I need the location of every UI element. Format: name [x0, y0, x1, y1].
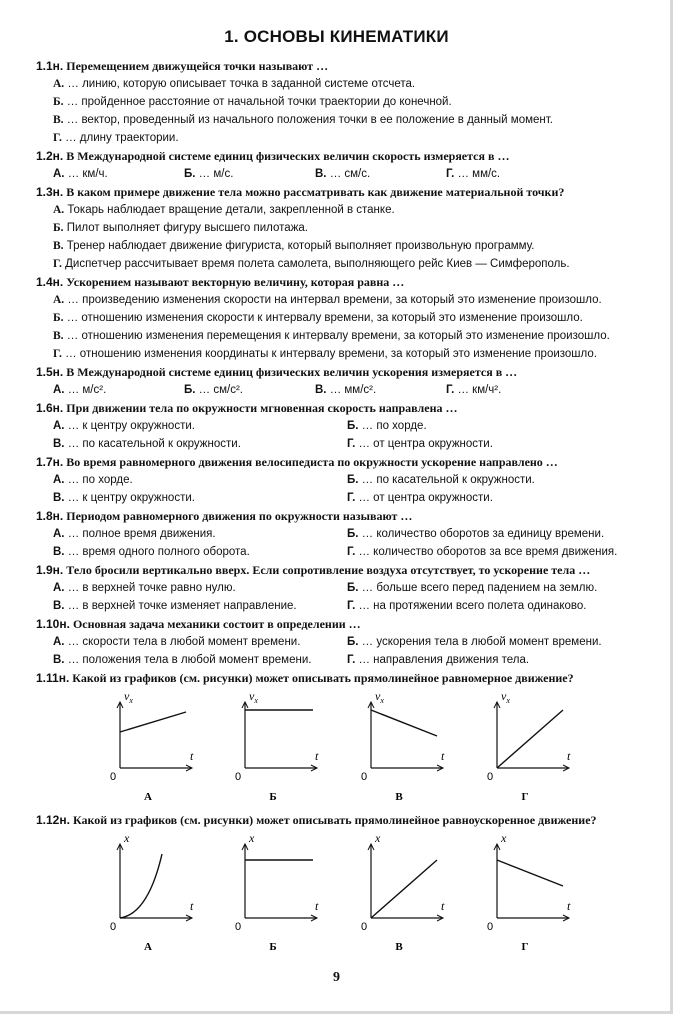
- origin-label: 0: [361, 771, 368, 783]
- answer-text: … по касательной к окружности.: [361, 474, 535, 486]
- answer-option: [347, 598, 587, 616]
- answer-text: … направления движения тела.: [358, 654, 530, 666]
- answer-letter: Г.: [53, 348, 62, 360]
- question-number: 1.4н.: [36, 275, 64, 289]
- origin-label: 0: [361, 921, 368, 933]
- answer-option: [53, 330, 610, 342]
- answer-row: [36, 238, 656, 256]
- answer-letter: А.: [53, 384, 65, 396]
- answer-text: … произведению изменения скорости на интервал времени, за который это изменение произошло.: [67, 294, 602, 306]
- answer-letter: Г.: [347, 546, 356, 558]
- answer-text: … ускорения тела в любой момент времени.: [361, 636, 602, 648]
- answer-option: [446, 382, 577, 400]
- question-number: 1.11н.: [36, 671, 70, 685]
- origin-label: 0: [235, 921, 242, 933]
- question-text: Основная задача механики состоит в определении …: [72, 617, 361, 631]
- answer-letter: А.: [53, 78, 65, 90]
- graph-label: А: [144, 941, 152, 953]
- answer-letter: Г.: [347, 600, 356, 612]
- answer-text: … больше всего перед падением на землю.: [361, 582, 598, 594]
- answer-letter: Б.: [347, 420, 359, 432]
- graph-label: Г: [521, 791, 529, 803]
- x-axis-label: t: [315, 749, 319, 763]
- answer-option: [53, 114, 553, 126]
- answer-text: … длину траектории.: [65, 132, 179, 144]
- question-number: 1.5н.: [36, 365, 64, 379]
- y-axis-label: $v_x$: [124, 689, 133, 705]
- answer-option: [53, 634, 347, 652]
- answer-letter: В.: [53, 654, 65, 666]
- question-text: При движении тела по окружности мгновенная скорость направлена …: [66, 401, 458, 415]
- answer-option: [347, 436, 493, 454]
- answer-letter: В.: [53, 438, 65, 450]
- answer-text: … по касательной к окружности.: [67, 438, 241, 450]
- answer-letter: Г.: [347, 438, 356, 450]
- origin-label: 0: [235, 771, 242, 783]
- answer-option: [53, 240, 534, 252]
- answer-letter: Б.: [53, 312, 64, 324]
- question-heading: [36, 274, 656, 292]
- question-number: 1.2н.: [36, 149, 64, 163]
- answer-option: [347, 544, 617, 562]
- answer-option: [53, 580, 347, 598]
- answer-letter: Б.: [53, 222, 64, 234]
- answer-letter: А.: [53, 204, 65, 216]
- page-number: 9: [333, 970, 340, 985]
- graph-label: В: [395, 791, 403, 803]
- origin-label: 0: [487, 771, 494, 783]
- x-axis-label: t: [190, 899, 194, 913]
- answer-text: … полное время движения.: [67, 528, 216, 540]
- answer-letter: Б.: [53, 96, 64, 108]
- graph-set: [36, 830, 656, 962]
- graph-label: В: [395, 941, 403, 953]
- answer-option: [53, 132, 179, 144]
- question-heading: [36, 670, 656, 688]
- y-axis-label: x: [249, 831, 255, 845]
- answer-row: [36, 76, 656, 94]
- answer-letter: Г.: [347, 654, 356, 666]
- graph-label: А: [144, 791, 152, 803]
- question-number: 1.8н.: [36, 509, 64, 523]
- question-text: Во время равномерного движения велосипедиста по окружности ускорение направлено …: [66, 455, 558, 469]
- answer-row: [36, 598, 656, 616]
- question-text: В Международной системе единиц физических величин ускорения измеряется в …: [66, 365, 518, 379]
- answer-text: … м/с².: [67, 384, 107, 396]
- question-text: Перемещением движущейся точки называют …: [66, 59, 329, 73]
- answer-option: [53, 418, 347, 436]
- subscript: x: [129, 696, 133, 705]
- x-axis-label: t: [190, 749, 194, 763]
- question-number: 1.9н.: [36, 563, 64, 577]
- graph-Б: [235, 689, 319, 803]
- graph-curve: [497, 860, 563, 886]
- answer-text: … мм/с.: [457, 168, 501, 180]
- answer-text: … от центра окружности.: [358, 492, 493, 504]
- answer-option: [53, 472, 347, 490]
- answer-option: [347, 580, 597, 598]
- answer-letter: А.: [53, 420, 65, 432]
- answer-option: [347, 472, 535, 490]
- y-axis-label: x: [124, 831, 130, 845]
- chapter-title: 1. ОСНОВЫ КИНЕМАТИКИ: [224, 27, 449, 46]
- answer-letter: Б.: [347, 636, 359, 648]
- answer-row: [36, 382, 656, 400]
- answer-letter: А.: [53, 168, 65, 180]
- graph-label: Б: [269, 941, 277, 953]
- answer-text: … отношению изменения скорости к интервалу времени, за который это изменение произошло.: [66, 312, 583, 324]
- answer-text: … мм/с².: [329, 384, 377, 396]
- answer-text: … см/с.: [329, 168, 371, 180]
- answer-text: … время одного полного оборота.: [67, 546, 250, 558]
- answer-text: Диспетчер рассчитывает время полета самолета, выполняющего рейс Киев — Симферополь.: [65, 258, 570, 270]
- answer-text: … линию, которую описывает точка в заданной системе отсчета.: [67, 78, 416, 90]
- question-heading: [36, 400, 656, 418]
- answer-option: [53, 348, 597, 360]
- question-heading: [36, 454, 656, 472]
- answer-letter: В.: [53, 546, 65, 558]
- answer-row: [36, 202, 656, 220]
- answer-text: … количество оборотов за все время движения.: [358, 546, 618, 558]
- answer-option: [53, 294, 602, 306]
- answer-option: [53, 652, 347, 670]
- answer-row: [36, 292, 656, 310]
- origin-label: 0: [487, 921, 494, 933]
- graph-curve: [120, 854, 162, 918]
- answer-row: [36, 418, 656, 436]
- graph-Г: [487, 831, 571, 953]
- answer-text: … отношению изменения координаты к интервалу времени, за который это изменение произошло.: [65, 348, 597, 360]
- origin-label: 0: [110, 771, 117, 783]
- answer-text: … к центру окружности.: [67, 420, 195, 432]
- question-text: Какой из графиков (см. рисунки) может описывать прямолинейное равномерное движение?: [72, 671, 574, 685]
- graph-А: [110, 689, 194, 803]
- answer-row: [36, 526, 656, 544]
- graph-Г: [487, 689, 571, 803]
- answer-row: [36, 220, 656, 238]
- graph-А: [110, 831, 194, 953]
- question-number: 1.12н.: [36, 813, 70, 827]
- answer-option: [347, 490, 493, 508]
- graph-Б: [235, 831, 319, 953]
- answer-row: [36, 166, 656, 184]
- answer-option: [53, 166, 184, 184]
- answer-text: … на протяжении всего полета одинаково.: [358, 600, 587, 612]
- answer-text: … м/с.: [198, 168, 234, 180]
- answer-option: [347, 634, 602, 652]
- answer-option: [53, 436, 347, 454]
- answer-letter: В.: [53, 114, 64, 126]
- answer-text: … к центру окружности.: [67, 492, 195, 504]
- answer-text: … пройденное расстояние от начальной точки траектории до конечной.: [66, 96, 452, 108]
- x-axis-label: t: [441, 749, 445, 763]
- answer-row: [36, 256, 656, 274]
- question-heading: [36, 616, 656, 634]
- answer-text: … отношению изменения перемещения к интервалу времени, за который это изменение произошло.: [66, 330, 610, 342]
- answer-option: [347, 418, 427, 436]
- answer-text: … км/ч.: [67, 168, 108, 180]
- answer-letter: Б.: [347, 528, 359, 540]
- graph-curve: [120, 712, 186, 732]
- x-axis-label: t: [315, 899, 319, 913]
- question-number: 1.3н.: [36, 185, 64, 199]
- question-number: 1.6н.: [36, 401, 64, 415]
- answer-text: … вектор, проведенный из начального положения точки в ее положение в данный момент.: [66, 114, 553, 126]
- graph-curve: [371, 860, 437, 918]
- y-axis-label: $v_x$: [375, 689, 384, 705]
- answer-option: [53, 96, 452, 108]
- answer-option: [315, 166, 446, 184]
- answer-option: [446, 166, 577, 184]
- answer-letter: Г.: [446, 168, 455, 180]
- x-axis-label: t: [567, 749, 571, 763]
- graph-set: [36, 688, 656, 812]
- answer-option: [53, 78, 415, 90]
- question-text: Ускорением называют векторную величину, которая равна …: [66, 275, 405, 289]
- answer-text: … в верхней точке равно нулю.: [67, 582, 236, 594]
- answer-row: [36, 490, 656, 508]
- answer-row: [36, 94, 656, 112]
- answer-option: [347, 526, 604, 544]
- answer-letter: Г.: [446, 384, 455, 396]
- answer-row: [36, 544, 656, 562]
- graph-label: Г: [521, 941, 529, 953]
- answer-letter: Б.: [184, 168, 196, 180]
- answer-text: Пилот выполняет фигуру высшего пилотажа.: [66, 222, 308, 234]
- answer-option: [347, 652, 529, 670]
- answer-letter: А.: [53, 294, 65, 306]
- answer-letter: В.: [53, 492, 65, 504]
- answer-letter: В.: [53, 240, 64, 252]
- answer-text: … по хорде.: [361, 420, 427, 432]
- question-text: В каком примере движение тела можно рассматривать как движение материальной точки?: [66, 185, 565, 199]
- answer-option: [53, 544, 347, 562]
- answer-option: [53, 598, 347, 616]
- graph-В: [361, 831, 445, 953]
- answer-row: [36, 328, 656, 346]
- question-text: Тело бросили вертикально вверх. Если сопротивление воздуха отсутствует, то ускорение тела …: [66, 563, 591, 577]
- question-heading: [36, 812, 656, 830]
- answer-letter: Г.: [347, 492, 356, 504]
- question-number: 1.7н.: [36, 455, 64, 469]
- question-heading: [36, 508, 656, 526]
- answer-text: … положения тела в любой момент времени.: [67, 654, 312, 666]
- graph-curve: [371, 710, 437, 736]
- answer-letter: А.: [53, 582, 65, 594]
- question-number: 1.10н.: [36, 617, 70, 631]
- answer-option: [53, 222, 308, 234]
- answer-letter: Г.: [53, 258, 62, 270]
- question-heading: [36, 184, 656, 202]
- answer-letter: Г.: [53, 132, 62, 144]
- graph-В: [361, 689, 445, 803]
- answer-row: [36, 310, 656, 328]
- answer-option: [53, 526, 347, 544]
- answer-text: Токарь наблюдает вращение детали, закрепленной в станке.: [67, 204, 395, 216]
- answer-row: [36, 436, 656, 454]
- answer-letter: Б.: [347, 474, 359, 486]
- question-number: 1.1н.: [36, 59, 64, 73]
- answer-letter: А.: [53, 636, 65, 648]
- graphs-svg: [36, 830, 656, 962]
- answer-text: … по хорде.: [67, 474, 133, 486]
- answer-letter: Б.: [347, 582, 359, 594]
- question-text: Какой из графиков (см. рисунки) может описывать прямолинейное равноускоренное движение?: [72, 813, 597, 827]
- answer-letter: В.: [53, 330, 64, 342]
- questions-list: [36, 58, 656, 962]
- answer-row: [36, 112, 656, 130]
- y-axis-label: x: [501, 831, 507, 845]
- answer-row: [36, 130, 656, 148]
- subscript: x: [380, 696, 384, 705]
- answer-text: … количество оборотов за единицу времени.: [361, 528, 605, 540]
- question-heading: [36, 148, 656, 166]
- y-axis-label: $v_x$: [249, 689, 258, 705]
- answer-row: [36, 634, 656, 652]
- answer-text: Тренер наблюдает движение фигуриста, который выполняет произвольную программу.: [66, 240, 535, 252]
- origin-label: 0: [110, 921, 117, 933]
- answer-letter: Б.: [184, 384, 196, 396]
- answer-option: [53, 312, 583, 324]
- question-text: Периодом равномерного движения по окружности называют …: [66, 509, 413, 523]
- answer-letter: А.: [53, 528, 65, 540]
- graphs-svg: [36, 688, 656, 812]
- subscript: x: [254, 696, 258, 705]
- graph-label: Б: [269, 791, 277, 803]
- answer-text: … скорости тела в любой момент времени.: [67, 636, 301, 648]
- x-axis-label: t: [441, 899, 445, 913]
- subscript: x: [506, 696, 510, 705]
- answer-text: … км/ч².: [457, 384, 502, 396]
- answer-option: [315, 382, 446, 400]
- x-axis-label: t: [567, 899, 571, 913]
- answer-row: [36, 580, 656, 598]
- question-text: В Международной системе единиц физических величин скорость измеряется в …: [66, 149, 510, 163]
- answer-letter: В.: [53, 600, 65, 612]
- question-heading: [36, 562, 656, 580]
- y-axis-label: $v_x$: [501, 689, 510, 705]
- answer-text: … в верхней точке изменяет направление.: [67, 600, 297, 612]
- answer-text: … см/с².: [198, 384, 243, 396]
- answer-row: [36, 346, 656, 364]
- answer-option: [184, 166, 315, 184]
- answer-row: [36, 472, 656, 490]
- question-heading: [36, 58, 656, 76]
- answer-option: [53, 490, 347, 508]
- answer-row: [36, 652, 656, 670]
- answer-option: [184, 382, 315, 400]
- graph-curve: [497, 710, 563, 768]
- answer-option: [53, 382, 184, 400]
- answer-text: … от центра окружности.: [358, 438, 493, 450]
- answer-letter: В.: [315, 168, 327, 180]
- question-heading: [36, 364, 656, 382]
- answer-letter: А.: [53, 474, 65, 486]
- answer-letter: В.: [315, 384, 327, 396]
- answer-option: [53, 204, 395, 216]
- answer-option: [53, 258, 570, 270]
- y-axis-label: x: [375, 831, 381, 845]
